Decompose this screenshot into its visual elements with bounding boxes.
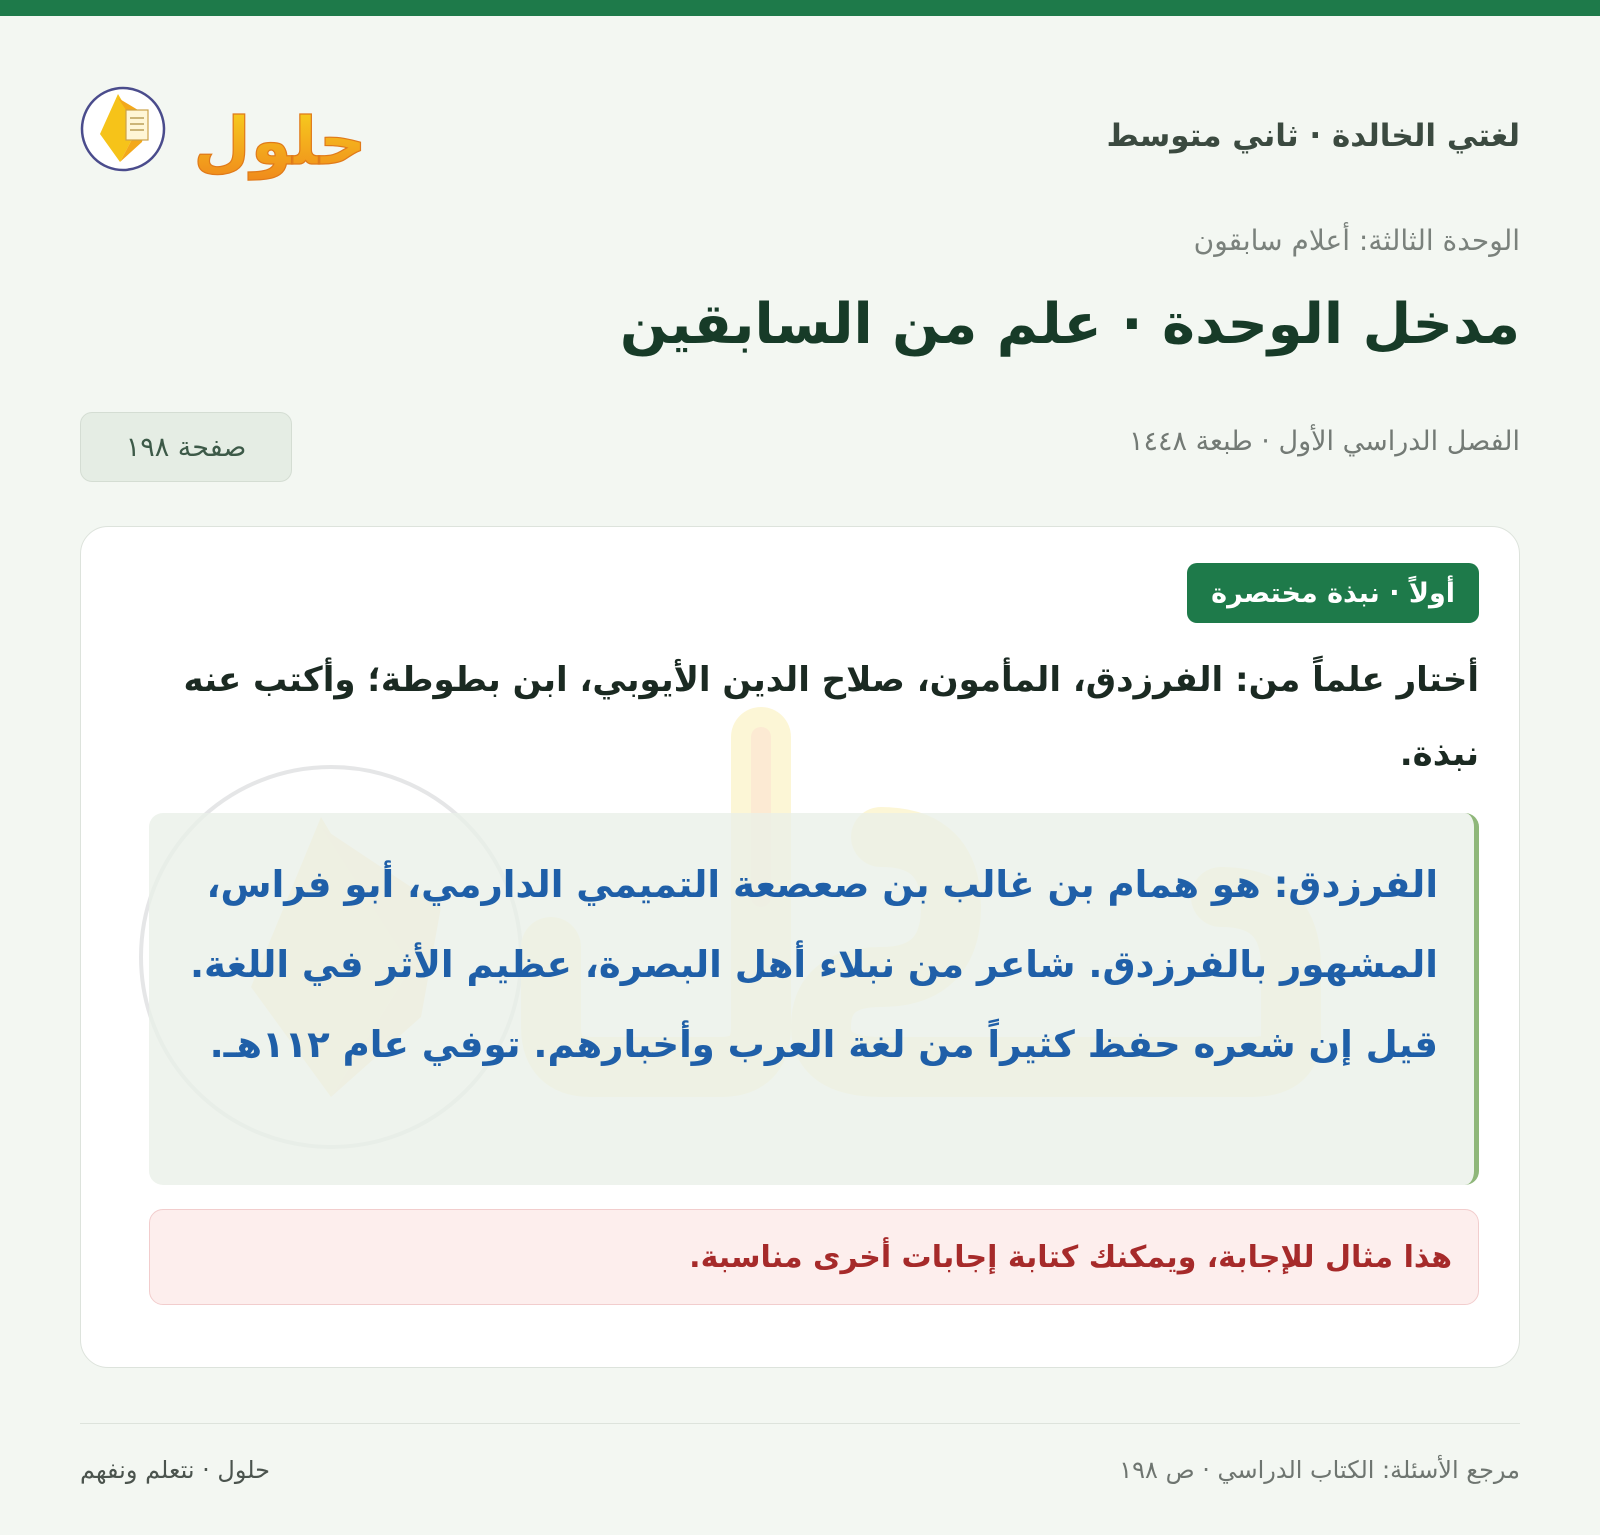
footer-reference: مرجع الأسئلة: الكتاب الدراسي · ص ١٩٨ bbox=[1119, 1456, 1520, 1484]
logo-wordmark: حلول bbox=[193, 103, 367, 180]
section-badge: أولاً · نبذة مختصرة bbox=[1187, 563, 1479, 623]
hulul-logo[interactable] bbox=[80, 68, 370, 200]
question-card bbox=[80, 526, 1520, 1368]
book-title: لغتي الخالدة · ثاني متوسط bbox=[1106, 118, 1520, 154]
answer-box bbox=[149, 813, 1479, 1185]
question-text: أختار علماً من: الفرزدق، المأمون، صلاح الدين الأيوبي، ابن بطوطة؛ وأكتب عنه نبذة. bbox=[183, 660, 1479, 774]
answer-note: هذا مثال للإجابة، ويمكنك كتابة إجابات أخرى مناسبة. bbox=[149, 1209, 1479, 1305]
page bbox=[80, 16, 1520, 1535]
unit-label: الوحدة الثالثة: أعلام سابقون bbox=[1193, 224, 1520, 257]
footer-brand: حلول · نتعلم ونفهم bbox=[80, 1456, 270, 1484]
page-number-badge: صفحة ١٩٨ bbox=[80, 412, 292, 482]
footer-divider bbox=[80, 1423, 1520, 1424]
answer-text: الفرزدق: هو همام بن غالب بن صعصعة التميمي الدارمي، أبو فراس، المشهور بالفرزدق. شاعر من نبلاء أهل البصرة، عظيم الأثر في اللغة. قيل إن شعره حفظ كثيراً من لغة العرب وأخبارهم. توفي عام ١١٢هـ. bbox=[189, 863, 1438, 1066]
semester-label: الفصل الدراسي الأول · طبعة ١٤٤٨ bbox=[1128, 426, 1520, 457]
header bbox=[80, 68, 1520, 200]
page-title: مدخل الوحدة · علم من السابقين bbox=[619, 292, 1520, 357]
top-accent-bar bbox=[0, 0, 1600, 16]
